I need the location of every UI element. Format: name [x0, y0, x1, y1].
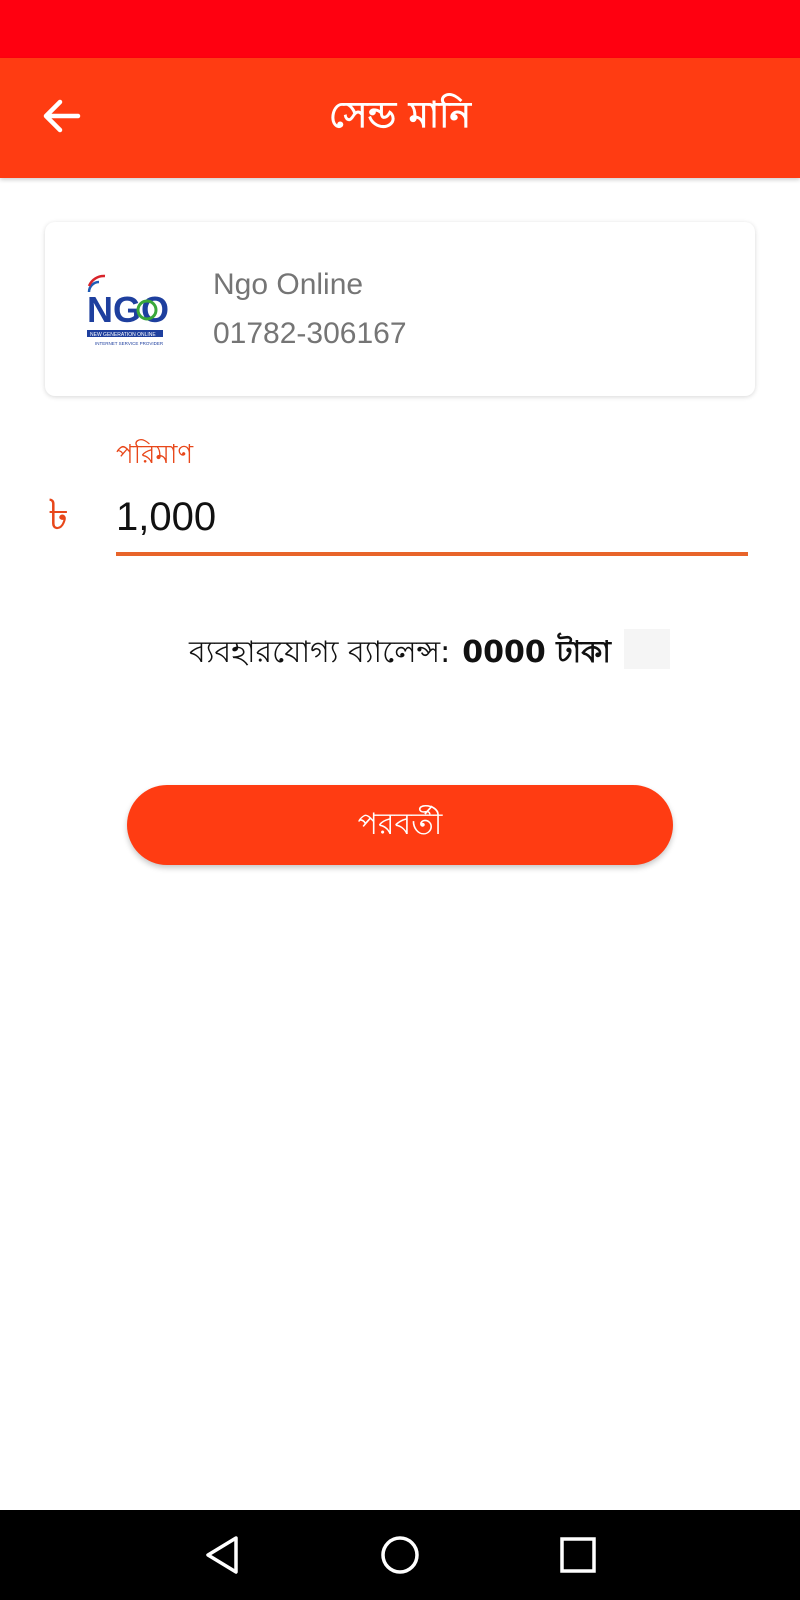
balance-visibility-toggle[interactable]: [624, 629, 670, 669]
amount-label: পরিমাণ: [116, 440, 194, 470]
next-button[interactable]: পরবর্তী: [127, 785, 673, 865]
taka-currency-icon: ৳: [48, 490, 69, 539]
ngo-logo: [85, 272, 175, 352]
recipient-phone: 01782-306167: [213, 317, 407, 350]
amount-input[interactable]: [116, 490, 748, 556]
balance-row: [0, 628, 800, 678]
nav-home-icon[interactable]: [375, 1530, 425, 1580]
status-bar: [0, 0, 800, 58]
nav-recents-icon[interactable]: [553, 1530, 603, 1580]
balance-label: ব্যবহারযোগ্য ব্যালেন্স:: [189, 634, 451, 670]
app-bar: [0, 58, 800, 178]
navigation-bar: [0, 1510, 800, 1600]
page-title: সেন্ড মানি: [329, 95, 471, 136]
arrow-left-icon: [42, 96, 82, 136]
svg-text:NEW GENERATION ONLINE: NEW GENERATION ONLINE: [90, 332, 156, 338]
recipient-card: [45, 222, 755, 396]
recipient-name: Ngo Online: [213, 268, 364, 301]
svg-text:NGO: NGO: [87, 289, 170, 330]
nav-back-icon[interactable]: [198, 1530, 248, 1580]
back-button[interactable]: [38, 92, 86, 140]
balance-value: 0000 টাকা: [462, 634, 611, 670]
svg-text:INTERNET SERVICE PROVIDER: INTERNET SERVICE PROVIDER: [95, 341, 164, 346]
